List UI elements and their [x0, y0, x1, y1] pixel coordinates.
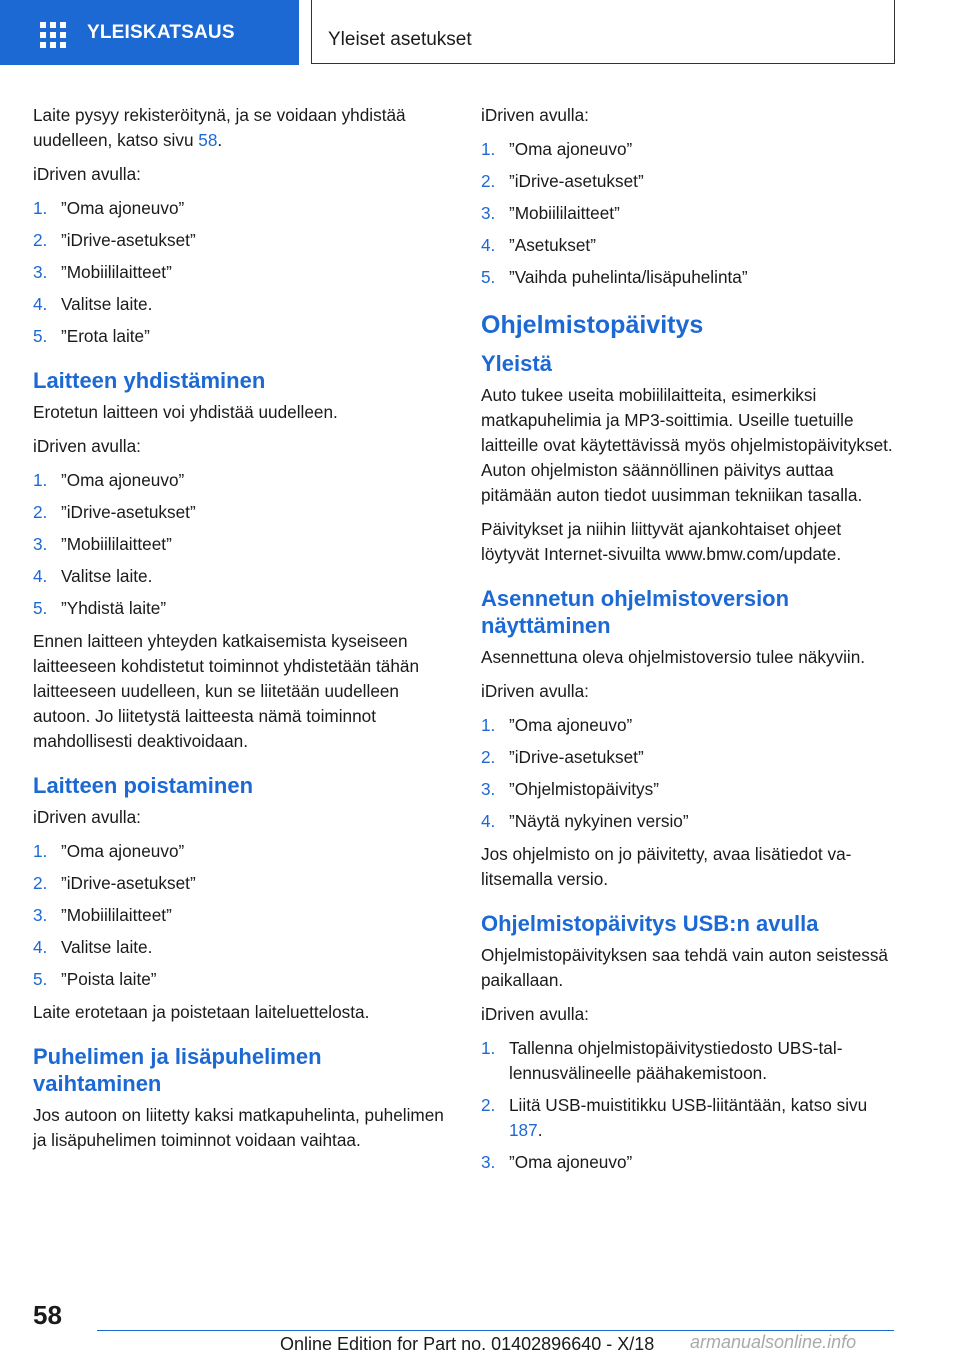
- heading-remove-device: Laitteen poistaminen: [33, 773, 254, 798]
- heading-show-version: Asennetun ohjelmistoversion näyttäminen: [481, 586, 790, 638]
- list-item: 1. ”Oma ajoneuvo”: [33, 841, 185, 861]
- list-item: 2. Liitä USB-muistitikku USB-liitäntään, katso sivu 187.: [481, 1095, 868, 1140]
- list-item: 3. ”Oma ajoneuvo”: [481, 1152, 633, 1172]
- overview-tab-label: YLEISKATSAUS: [87, 21, 235, 43]
- idrive-label: iDriven avulla:: [481, 105, 589, 125]
- heading-swap-phones: Puhelimen ja lisäpuhelimen vaihtaminen: [33, 1044, 322, 1096]
- heading-connect-device: Laitteen yhdistäminen: [33, 368, 266, 393]
- paragraph: Erotetun laitteen voi yhdistää uudelleen.: [33, 402, 338, 422]
- idrive-label: iDriven avulla:: [33, 807, 141, 827]
- list-item: 4. ”Asetukset”: [481, 235, 596, 255]
- list-item: 2. ”iDrive-asetukset”: [33, 230, 196, 250]
- paragraph: Jos ohjelmisto on jo päivitetty, avaa lisätiedot valitsemalla versio.: [481, 844, 852, 889]
- list-item: 2. ”iDrive-asetukset”: [481, 171, 644, 191]
- overview-tab[interactable]: [0, 0, 299, 65]
- list-item: 1. ”Oma ajoneuvo”: [481, 139, 633, 159]
- list-item: 2. ”iDrive-asetukset”: [481, 747, 644, 767]
- page-number: 58: [33, 1300, 62, 1330]
- paragraph: Päivitykset ja niihin liittyvät ajankohtaiset ohjeet löytyvät Internet-sivuilta www.bmw.com/update.: [481, 519, 842, 564]
- heading-software-update: Ohjelmistopäivitys: [481, 311, 704, 339]
- intro-text: Laite pysyy rekisteröitynä, ja se voidaan yhdistää uudelleen, katso sivu: [33, 105, 406, 150]
- grid-menu-icon: [40, 22, 66, 44]
- list-item: 3. ”Ohjelmistopäivitys”: [481, 779, 659, 799]
- paragraph: Auto tukee useita mobiililaitteita, esimerkiksi matkapuhelimia ja MP3-soittimia. Useille tuetuille laitteille ovat käytettävissä myös ohjelmistopäivitykset. Auton ohjelmiston säännöllinen päivitys auttaa pitämään auton tiedot uusimman tekniikan tasalla.: [481, 385, 893, 505]
- list-item: 3. ”Mobiililaitteet”: [481, 203, 620, 223]
- paragraph: Jos autoon on liitetty kaksi matkapuhelinta, puhelimen ja lisäpuhelimen toiminnot voidaan vaihtaa.: [33, 1105, 444, 1150]
- steps-list-remove: [33, 839, 449, 992]
- left-column: [33, 103, 449, 1162]
- edition-text: Online Edition for Part no. 01402896640 - X/18: [280, 1334, 655, 1354]
- watermark: armanualsonline.info: [690, 1332, 857, 1352]
- page-link-58[interactable]: 58: [198, 130, 218, 150]
- list-item: 2. ”iDrive-asetukset”: [33, 502, 196, 522]
- paragraph: Asennettuna oleva ohjelmistoversio tulee näkyviin.: [481, 647, 866, 667]
- steps-list-swap: [481, 137, 897, 290]
- list-item: 5. ”Erota laite”: [33, 326, 150, 346]
- list-item: 1. ”Oma ajoneuvo”: [33, 198, 185, 218]
- list-item: 5. ”Yhdistä laite”: [33, 598, 167, 618]
- idrive-label: iDriven avulla:: [481, 1004, 589, 1024]
- list-item: 1. Tallenna ohjelmistopäivitystiedosto UBS-tallennusvälineelle päähakemistoon.: [481, 1038, 843, 1083]
- list-item: 4. ”Näytä nykyinen versio”: [481, 811, 689, 831]
- idrive-label: iDriven avulla:: [33, 164, 141, 184]
- idrive-label: iDriven avulla:: [33, 436, 141, 456]
- footer-divider: [97, 1330, 894, 1331]
- intro-end: .: [217, 130, 223, 150]
- paragraph: Laite erotetaan ja poistetaan laiteluettelosta.: [33, 1002, 370, 1022]
- list-item: 1. ”Oma ajoneuvo”: [481, 715, 633, 735]
- list-item: 2. ”iDrive-asetukset”: [33, 873, 196, 893]
- steps-list-connect: [33, 468, 449, 621]
- list-item: 3. ”Mobiililaitteet”: [33, 534, 172, 554]
- steps-list-usb: [481, 1036, 897, 1175]
- steps-list-unpair: [33, 196, 449, 349]
- list-item: 1. ”Oma ajoneuvo”: [33, 470, 185, 490]
- right-column: [481, 103, 897, 1183]
- idrive-label: iDriven avulla:: [481, 681, 589, 701]
- list-item: 4. Valitse laite.: [33, 294, 153, 314]
- page-link-187[interactable]: 187: [509, 1120, 538, 1140]
- section-header: [311, 0, 895, 64]
- paragraph: Ennen laitteen yhteyden katkaisemista kyseiseen laitteeseen kohdistetut toiminnot yhdistetään tähän laitteeseen uudelleen, kun se liitetään uudelleen autoon. Jo liitetystä laitteesta nämä toiminnot mahdollisesti deaktivoidaan.: [33, 631, 420, 751]
- list-item: 3. ”Mobiililaitteet”: [33, 262, 172, 282]
- heading-general: Yleistä: [481, 351, 552, 376]
- section-title: Yleiset asetukset: [328, 29, 472, 50]
- intro-paragraph: [33, 103, 449, 153]
- list-item: 4. Valitse laite.: [33, 937, 153, 957]
- steps-list-version: [481, 713, 897, 834]
- heading-usb-update: Ohjelmistopäivitys USB:n avulla: [481, 911, 819, 936]
- list-item: 3. ”Mobiililaitteet”: [33, 905, 172, 925]
- paragraph: Ohjelmistopäivityksen saa tehdä vain auton seistessä paikallaan.: [481, 945, 888, 990]
- list-item: 5. ”Vaihda puhelinta/lisäpuhelinta”: [481, 267, 748, 287]
- list-item: 5. ”Poista laite”: [33, 969, 157, 989]
- list-item: 4. Valitse laite.: [33, 566, 153, 586]
